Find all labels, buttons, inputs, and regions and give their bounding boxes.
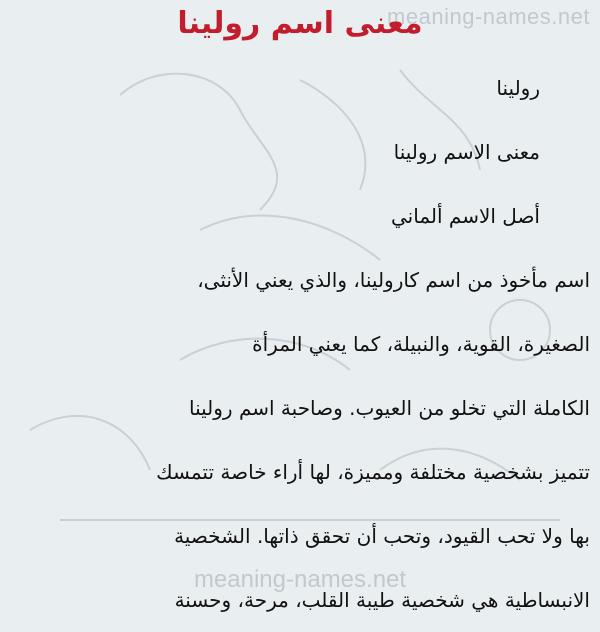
watermark-bottom: meaning-names.net bbox=[193, 566, 407, 593]
body-line: الصغيرة، القوية، والنبيلة، كما يعني المرأة bbox=[252, 332, 590, 356]
body-line: اسم مأخوذ من اسم كارولينا، والذي يعني الأنثى، bbox=[197, 268, 590, 292]
body-line: الكاملة التي تخلو من العيوب. وصاحبة اسم رولينا bbox=[189, 396, 590, 420]
body-line: بها ولا تحب القيود، وتحب أن تحقق ذاتها. الشخصية bbox=[174, 524, 590, 548]
content-body bbox=[35, 56, 590, 632]
body-line: تتميز بشخصية مختلفة ومميزة، لها أراء خاصة تتمسك bbox=[156, 460, 590, 484]
body-line: الانبساطية هي شخصية طيبة القلب، مرحة، وحسنة bbox=[174, 588, 590, 612]
body-line: معنى الاسم رولينا bbox=[393, 140, 540, 164]
watermark-top: meaning-names.net bbox=[387, 4, 590, 29]
body-line: أصل الاسم ألماني bbox=[391, 204, 540, 228]
page-title: معنى اسم رولينا bbox=[177, 6, 423, 41]
body-line: رولينا bbox=[496, 76, 540, 100]
